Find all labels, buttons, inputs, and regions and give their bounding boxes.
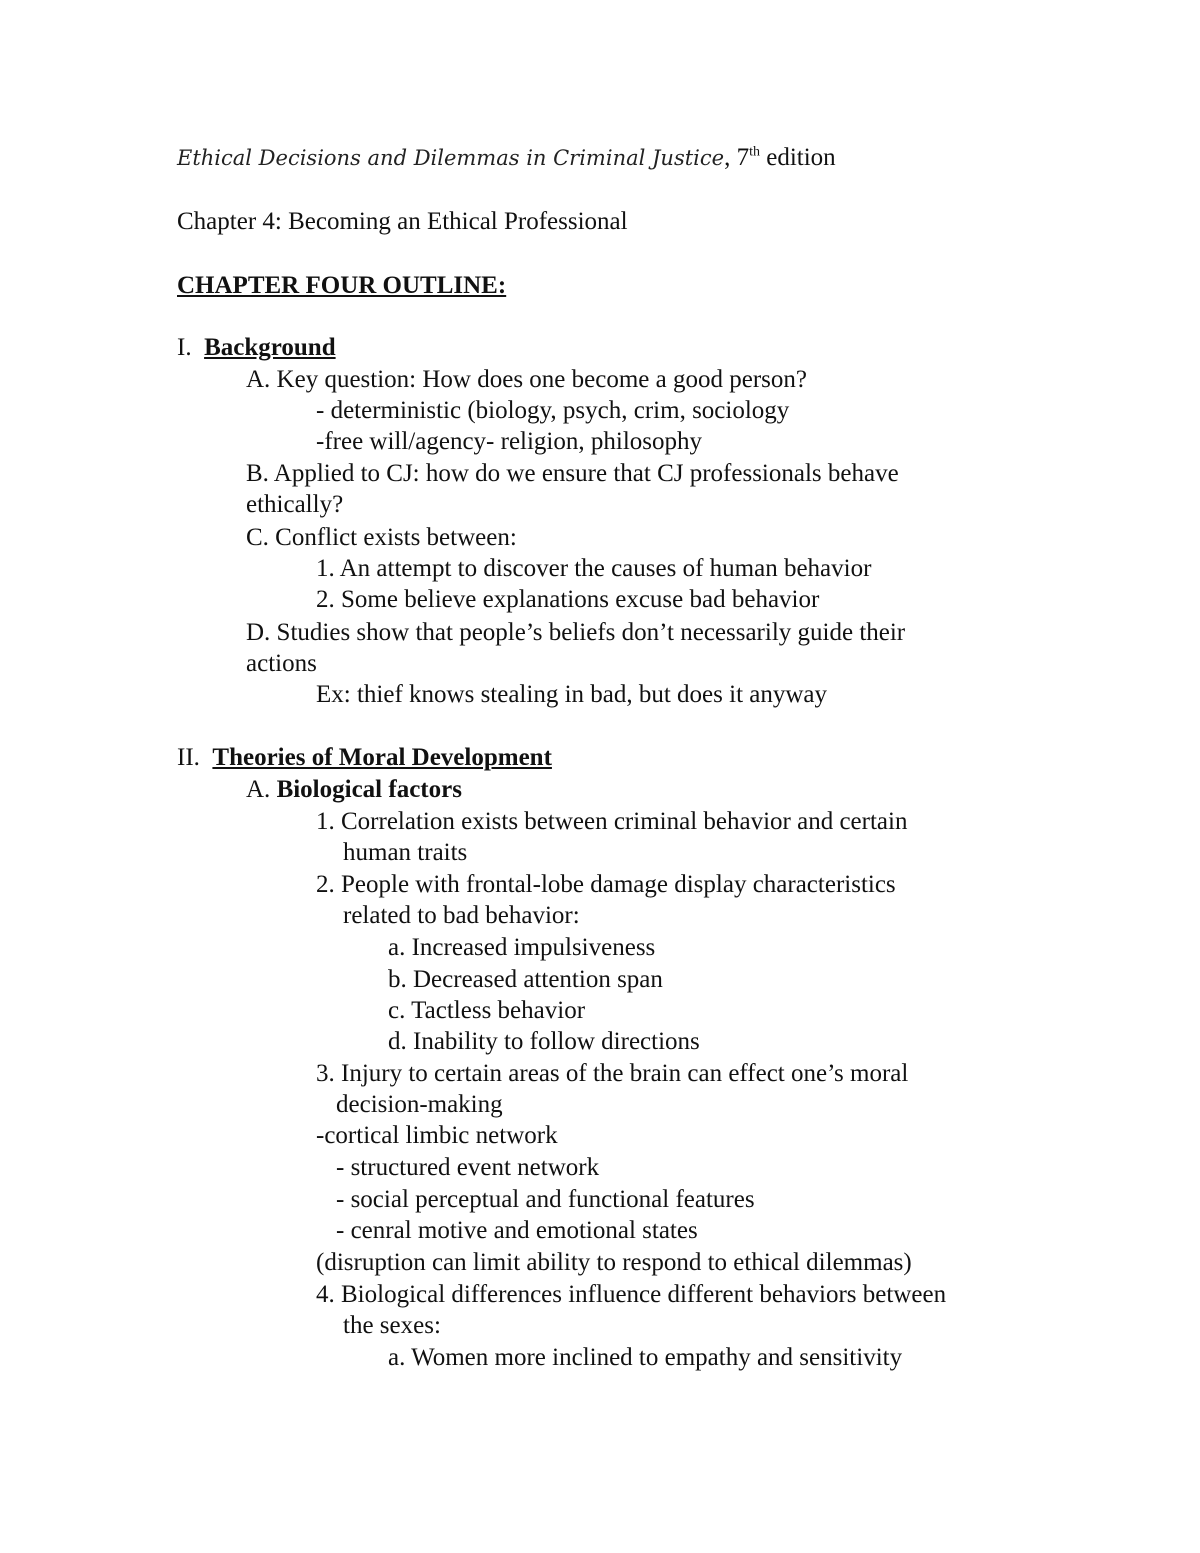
outline-line: a. Women more inclined to empathy and sensitivity [388,1344,903,1371]
section-title: Background [204,334,336,361]
edition-suffix: edition [759,144,836,171]
outline-line: 1. An attempt to discover the causes of human behavior [316,555,872,582]
subsection-title: Biological factors [276,776,462,803]
outline-line: d. Inability to follow directions [388,1028,700,1055]
subsection-heading [246,775,462,805]
section-heading [177,333,336,363]
section-numeral: II. [177,744,200,771]
chapter-title: Chapter 4: Becoming an Ethical Professional [177,208,628,235]
book-title-line [177,143,836,173]
outline-line: -cortical limbic network [316,1122,558,1149]
outline-line: 2. People with frontal-lobe damage display characteristics [316,871,896,898]
outline-line: actions [246,650,317,677]
outline-heading: CHAPTER FOUR OUTLINE: [177,272,507,299]
outline-line: decision-making [336,1091,503,1118]
outline-line: 4. Biological differences influence different behaviors between [316,1281,947,1308]
edition-prefix: , 7 [724,144,750,171]
outline-line: b. Decreased attention span [388,966,663,993]
book-title: Ethical Decisions and Dilemmas in Criminal Justice [177,146,725,170]
outline-line: the sexes: [343,1312,441,1339]
outline-line: - social perceptual and functional features [336,1186,755,1213]
outline-line: 2. Some believe explanations excuse bad behavior [316,586,820,613]
outline-line: - cenral motive and emotional states [336,1217,698,1244]
outline-line: related to bad behavior: [343,902,580,929]
section-numeral: I. [177,334,192,361]
outline-line: a. Increased impulsiveness [388,934,656,961]
outline-line: C. Conflict exists between: [246,524,517,551]
subsection-letter: A. [246,776,271,803]
edition-superscript: th [749,144,760,160]
outline-line: c. Tactless behavior [388,997,586,1024]
outline-line: Ex: thief knows stealing in bad, but does it anyway [316,681,828,708]
outline-line: D. Studies show that people’s beliefs don’t necessarily guide their [246,619,906,646]
outline-line: 3. Injury to certain areas of the brain can effect one’s moral [316,1060,909,1087]
outline-line: - structured event network [336,1154,600,1181]
outline-line: (disruption can limit ability to respond to ethical dilemmas) [316,1249,912,1276]
outline-line: human traits [343,839,468,866]
section-heading [177,743,552,773]
outline-line: - deterministic (biology, psych, crim, sociology [316,397,790,424]
outline-line: 1. Correlation exists between criminal behavior and certain [316,808,908,835]
outline-line: B. Applied to CJ: how do we ensure that CJ professionals behave [246,460,899,487]
outline-line: A. Key question: How does one become a good person? [246,366,807,393]
section-title: Theories of Moral Development [212,744,552,771]
outline-line: -free will/agency- religion, philosophy [316,428,702,455]
outline-line: ethically? [246,491,344,518]
